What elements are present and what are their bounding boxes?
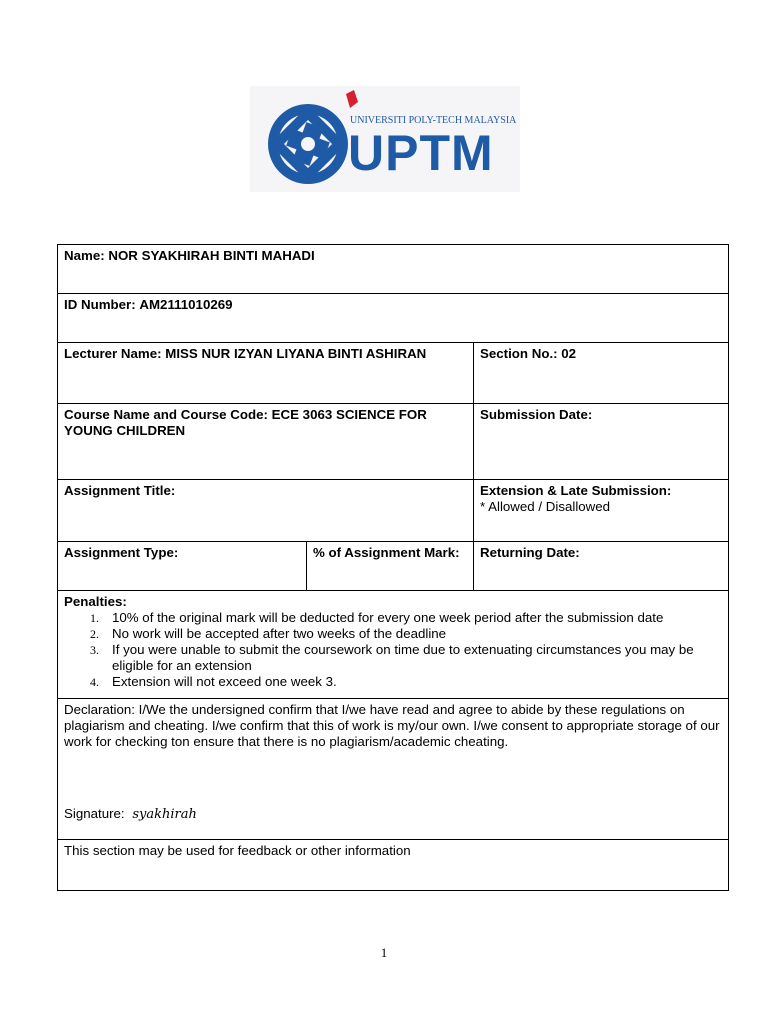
penalties-list: [64, 610, 722, 690]
submission-date-label: Submission Date:: [480, 407, 593, 422]
assignment-type-cell: [58, 542, 307, 591]
section-label: Section No.:: [480, 346, 558, 361]
id-label: ID Number:: [64, 297, 136, 312]
section-cell: [474, 343, 729, 404]
extension-value: * Allowed / Disallowed: [480, 499, 611, 514]
section-value: 02: [561, 346, 577, 361]
course-value: ECE 3063 SCIENCE FOR YOUNG CHILDREN: [64, 407, 427, 438]
id-value: AM2111010269: [139, 297, 233, 312]
signature-label: Signature:: [64, 806, 125, 821]
course-label: Course Name and Course Code:: [64, 407, 268, 422]
globe-emblem-icon: [268, 104, 348, 184]
brand-wordmark: UPTM: [348, 125, 494, 181]
page-number: 1: [380, 945, 388, 960]
percent-mark-cell: [307, 542, 474, 591]
id-cell: [58, 294, 729, 343]
assignment-type-label: Assignment Type:: [64, 545, 179, 560]
feedback-cell: [58, 840, 729, 891]
declaration-cell: [58, 699, 729, 840]
penalty-item: 10% of the original mark will be deducted for every one week period after the submission date: [112, 610, 664, 625]
penalty-item: No work will be accepted after two weeks of the deadline: [112, 626, 447, 641]
declaration-text: Declaration: I/We the undersigned confirm that I/we have read and agree to abide by these regulations on plagiarism and cheating. I/we confirm that this of work is my/our own. I/we consent to appropriate storage of our work for checking ton ensure that there is no plagiarism/academic cheating.: [64, 702, 720, 749]
name-label: Name:: [64, 248, 105, 263]
red-mark-icon: [346, 90, 358, 108]
extension-cell: [474, 480, 729, 542]
lecturer-value: MISS NUR IZYAN LIYANA BINTI ASHIRAN: [165, 346, 427, 361]
percent-mark-label: % of Assignment Mark:: [313, 545, 460, 560]
name-cell: [58, 245, 729, 294]
returning-date-cell: [474, 542, 729, 591]
lecturer-cell: [58, 343, 474, 404]
assignment-title-label: Assignment Title:: [64, 483, 176, 498]
uptm-logo: [250, 86, 520, 192]
returning-date-label: Returning Date:: [480, 545, 580, 560]
feedback-text: This section may be used for feedback or other information: [64, 843, 411, 858]
course-cell: [58, 404, 474, 480]
name-value: NOR SYAKHIRAH BINTI MAHADI: [108, 248, 315, 263]
penalties-cell: [58, 591, 729, 699]
assignment-cover-form: [57, 244, 729, 891]
penalties-label: Penalties:: [64, 594, 127, 609]
penalty-item: Extension will not exceed one week 3.: [112, 674, 337, 689]
penalty-item: If you were unable to submit the coursework on time due to extenuating circumstances you may be eligible for an extension: [112, 642, 694, 673]
university-name: UNIVERSITI POLY-TECH MALAYSIA: [350, 115, 517, 126]
signature-line: [64, 806, 722, 823]
extension-label: Extension & Late Submission:: [480, 483, 672, 498]
assignment-title-cell: [58, 480, 474, 542]
lecturer-label: Lecturer Name:: [64, 346, 162, 361]
submission-date-cell: [474, 404, 729, 480]
signature: syakhirah: [132, 807, 197, 822]
